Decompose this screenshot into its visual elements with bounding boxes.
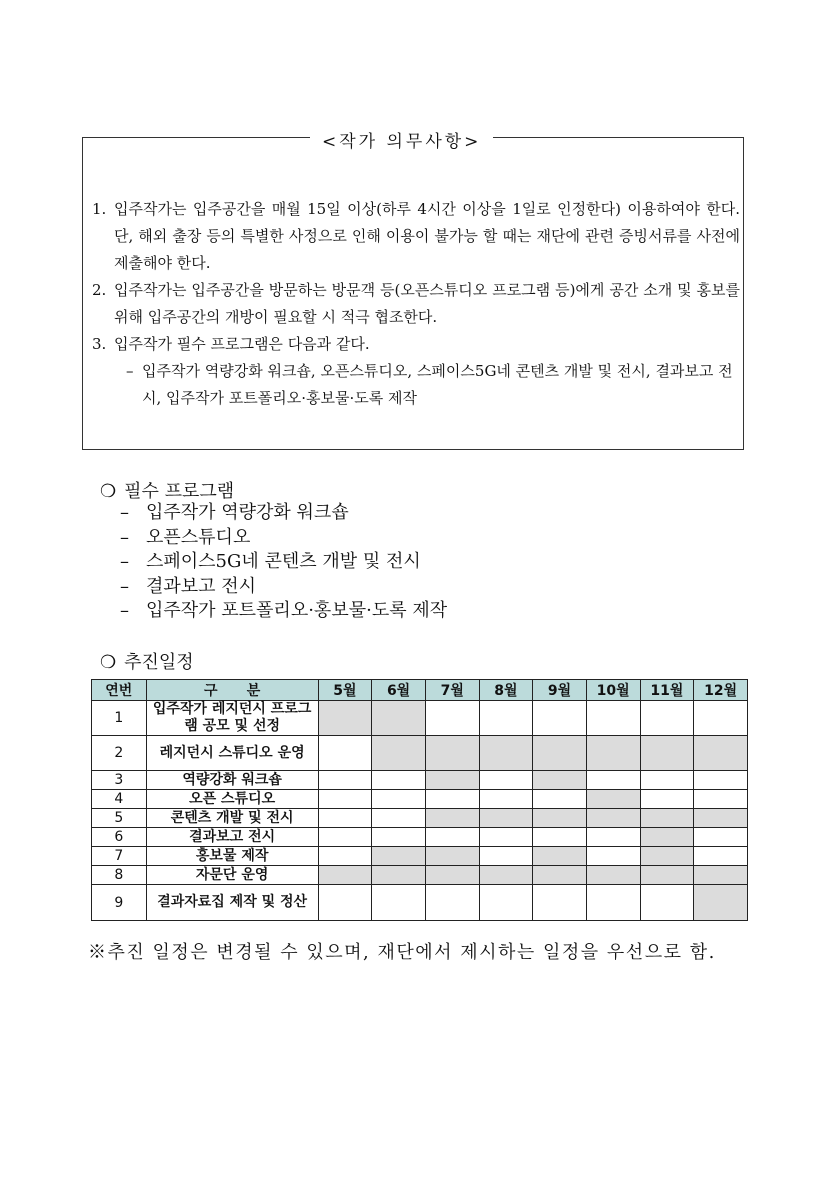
month-cell (586, 736, 640, 771)
column-header-month: 11월 (640, 680, 694, 701)
month-cell (694, 701, 748, 736)
month-cell (318, 736, 372, 771)
month-cell (372, 701, 426, 736)
schedule-heading-text: 추진일정 (124, 652, 194, 673)
month-cell (533, 771, 587, 790)
month-cell (640, 885, 694, 921)
schedule-row (92, 809, 748, 828)
month-cell (372, 847, 426, 866)
row-category: 레지던시 스튜디오 운영 (146, 736, 318, 771)
month-cell (425, 790, 479, 809)
schedule-heading (100, 648, 194, 674)
program-item (120, 575, 447, 600)
month-cell (694, 790, 748, 809)
programs-heading-text: 필수 프로그램 (124, 481, 235, 502)
program-item-text: 오픈스튜디오 (146, 526, 251, 548)
month-cell (372, 866, 426, 885)
month-cell (640, 809, 694, 828)
dash-marker: – (120, 575, 129, 597)
dash-marker: – (120, 551, 129, 572)
program-item (120, 550, 447, 575)
month-cell (586, 701, 640, 736)
month-cell (372, 809, 426, 828)
month-cell (533, 790, 587, 809)
row-category: 콘텐츠 개발 및 전시 (146, 809, 318, 828)
month-cell (318, 866, 372, 885)
month-cell (533, 828, 587, 847)
row-category: 자문단 운영 (146, 866, 318, 885)
program-item (120, 599, 447, 624)
dash-marker: – (120, 502, 129, 523)
schedule-row (92, 828, 748, 847)
month-cell (479, 828, 533, 847)
dash-marker: – (126, 362, 134, 380)
obligation-number: 2. (92, 281, 107, 299)
column-header-month: 6월 (372, 680, 426, 701)
row-number: 6 (92, 828, 147, 847)
month-cell (640, 828, 694, 847)
obligation-sub-item (92, 358, 740, 412)
month-cell (586, 809, 640, 828)
row-number: 1 (92, 701, 147, 736)
month-cell (640, 701, 694, 736)
month-cell (586, 790, 640, 809)
month-cell (533, 885, 587, 921)
month-cell (425, 736, 479, 771)
month-cell (372, 790, 426, 809)
month-cell (372, 828, 426, 847)
row-category: 홍보물 제작 (146, 847, 318, 866)
column-header-month: 5월 (318, 680, 372, 701)
month-cell (479, 809, 533, 828)
obligation-sub-text: 입주작가 역량강화 워크숍, 오픈스튜디오, 스페이스5G네 콘텐츠 개발 및 전시, 결과보고 전시, 입주작가 포트폴리오·홍보물·도록 제작 (142, 362, 733, 407)
month-cell (479, 701, 533, 736)
month-cell (640, 847, 694, 866)
circle-bullet-icon: ❍ (100, 652, 117, 673)
schedule-row (92, 847, 748, 866)
program-item-text: 입주작가 포트폴리오·홍보물·도록 제작 (146, 600, 448, 621)
column-header-month: 10월 (586, 680, 640, 701)
schedule-table (91, 679, 748, 921)
column-header-month: 9월 (533, 680, 587, 701)
schedule-row (92, 866, 748, 885)
program-item-text: 결과보고 전시 (146, 575, 257, 597)
month-cell (372, 771, 426, 790)
month-cell (694, 809, 748, 828)
obligations-list (92, 196, 740, 412)
column-header-month: 8월 (479, 680, 533, 701)
month-cell (372, 885, 426, 921)
column-header-category: 구 분 (146, 680, 318, 701)
dash-marker: – (120, 600, 129, 621)
schedule-row (92, 701, 748, 736)
month-cell (694, 736, 748, 771)
month-cell (533, 847, 587, 866)
row-category: 오픈 스튜디오 (146, 790, 318, 809)
row-category: 결과보고 전시 (146, 828, 318, 847)
obligations-title: <작가 의무사항> (310, 127, 493, 152)
month-cell (533, 866, 587, 885)
program-item (120, 526, 447, 551)
schedule-row (92, 736, 748, 771)
month-cell (425, 809, 479, 828)
obligation-number: 3. (92, 335, 107, 353)
month-cell (425, 866, 479, 885)
row-number: 7 (92, 847, 147, 866)
month-cell (318, 701, 372, 736)
month-cell (425, 701, 479, 736)
month-cell (640, 790, 694, 809)
month-cell (640, 771, 694, 790)
month-cell (586, 771, 640, 790)
month-cell (586, 866, 640, 885)
obligation-text: 입주작가는 입주공간을 매월 15일 이상(하루 4시간 이상을 1일로 인정한다) 이용하여야 한다. 단, 해외 출장 등의 특별한 사정으로 인해 이용이 불가능 할 때는 재단에 관련 증빙서류를 사전에 제출해야 한다. (114, 200, 740, 272)
row-category: 결과자료집 제작 및 정산 (146, 885, 318, 921)
month-cell (425, 828, 479, 847)
programs-list (120, 501, 447, 624)
month-cell (694, 866, 748, 885)
column-header-month: 12월 (694, 680, 748, 701)
month-cell (318, 771, 372, 790)
month-cell (694, 885, 748, 921)
month-cell (694, 828, 748, 847)
obligation-text: 입주작가 필수 프로그램은 다음과 같다. (114, 335, 370, 353)
month-cell (479, 885, 533, 921)
month-cell (318, 790, 372, 809)
programs-heading (100, 477, 234, 503)
schedule-row (92, 771, 748, 790)
row-number: 9 (92, 885, 147, 921)
column-header-month: 7월 (425, 680, 479, 701)
month-cell (479, 790, 533, 809)
row-number: 3 (92, 771, 147, 790)
month-cell (318, 809, 372, 828)
program-item (120, 501, 447, 526)
obligation-item (92, 196, 740, 277)
month-cell (318, 828, 372, 847)
schedule-header-row (92, 680, 748, 701)
obligation-item (92, 277, 740, 331)
month-cell (640, 866, 694, 885)
obligation-number: 1. (92, 200, 107, 218)
month-cell (640, 736, 694, 771)
month-cell (533, 701, 587, 736)
month-cell (318, 885, 372, 921)
schedule-note: ※추진 일정은 변경될 수 있으며, 재단에서 제시하는 일정을 우선으로 함. (88, 942, 716, 963)
month-cell (425, 847, 479, 866)
obligation-text: 입주작가는 입주공간을 방문하는 방문객 등(오픈스튜디오 프로그램 등)에게 공간 소개 및 홍보를 위해 입주공간의 개방이 필요할 시 적극 협조한다. (114, 281, 740, 326)
month-cell (425, 771, 479, 790)
row-category: 입주작가 레지던시 프로그램 공모 및 선정 (146, 701, 318, 736)
obligation-item (92, 331, 740, 358)
month-cell (318, 847, 372, 866)
row-category: 역량강화 워크숍 (146, 771, 318, 790)
month-cell (586, 885, 640, 921)
column-header-no: 연번 (92, 680, 147, 701)
month-cell (372, 736, 426, 771)
circle-bullet-icon: ❍ (100, 481, 117, 502)
row-number: 4 (92, 790, 147, 809)
schedule-row (92, 790, 748, 809)
schedule-body (92, 701, 748, 921)
month-cell (586, 847, 640, 866)
month-cell (694, 847, 748, 866)
schedule-row (92, 885, 748, 921)
month-cell (533, 736, 587, 771)
program-item-text: 스페이스5G네 콘텐츠 개발 및 전시 (146, 551, 421, 572)
month-cell (533, 809, 587, 828)
month-cell (479, 736, 533, 771)
dash-marker: – (120, 526, 129, 548)
month-cell (479, 847, 533, 866)
month-cell (479, 866, 533, 885)
row-number: 2 (92, 736, 147, 771)
month-cell (425, 885, 479, 921)
month-cell (479, 771, 533, 790)
program-item-text: 입주작가 역량강화 워크숍 (146, 502, 349, 523)
month-cell (586, 828, 640, 847)
month-cell (694, 771, 748, 790)
row-number: 5 (92, 809, 147, 828)
row-number: 8 (92, 866, 147, 885)
